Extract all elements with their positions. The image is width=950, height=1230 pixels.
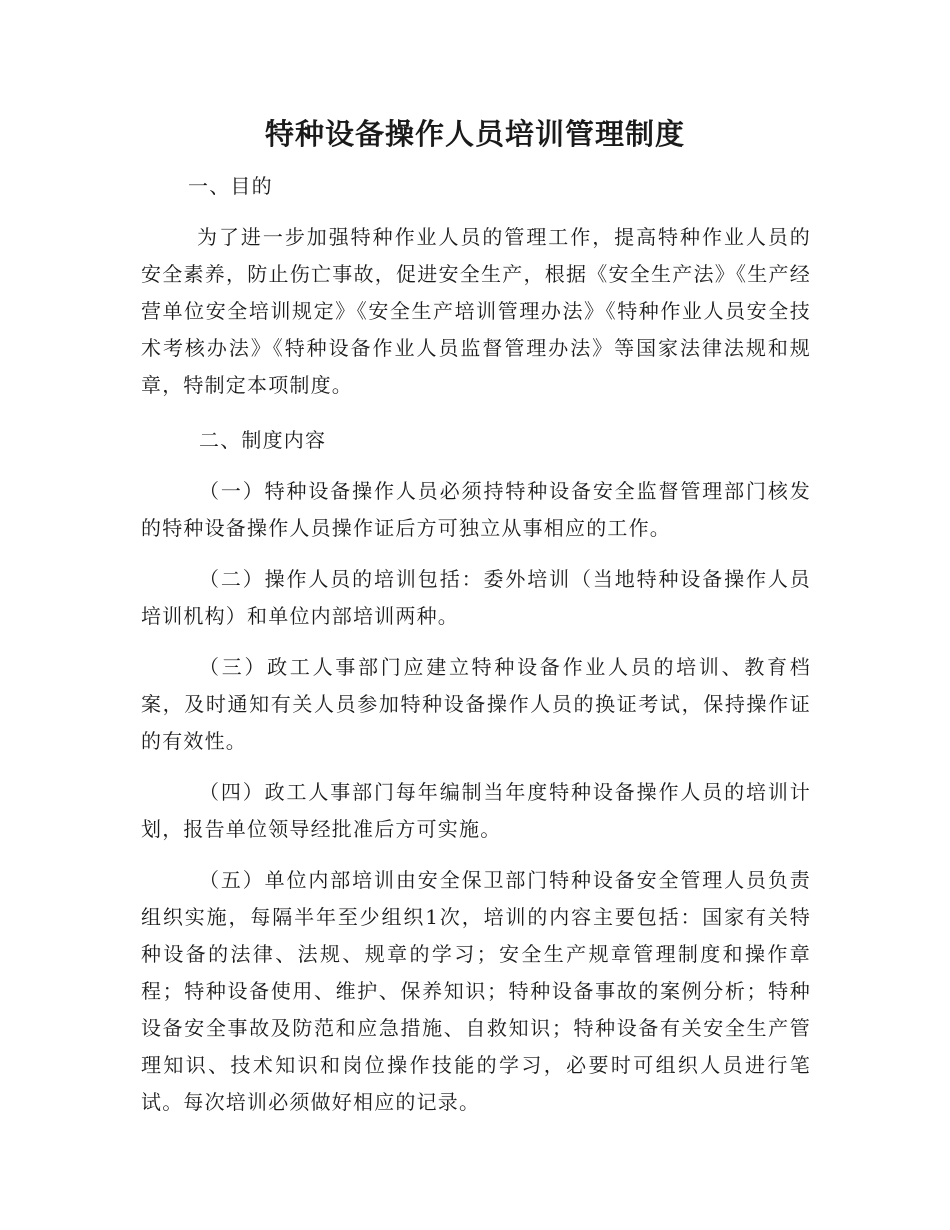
section-heading-purpose: 一、目的 bbox=[188, 174, 273, 198]
content-item-5: （五）单位内部培训由安全保卫部门特种设备安全管理人员负责组织实施，每隔半年至少组织1次，培训的内容主要包括：国家有关特种设备的法律、法规、规章的学习；安全生产规章管理制度和操作章程；特种设备使用、维护、保养知识；特种设备事故的案例分析；特种设备安全事故及防范和应急措施、自救知识；特种设备有关安全生产管理知识、技术知识和岗位操作技能的学习，必要时可组织人员进行笔试。每次培训必须做好相应的记录。 bbox=[141, 868, 811, 1114]
content-item-3: （三）政工人事部门应建立特种设备作业人员的培训、教育档案，及时通知有关人员参加特种设备操作人员的换证考试，保持操作证的有效性。 bbox=[141, 655, 811, 753]
content-item-1: （一）特种设备操作人员必须持特种设备安全监督管理部门核发的特种设备操作人员操作证后方可独立从事相应的工作。 bbox=[141, 479, 811, 540]
section-heading-content: 二、制度内容 bbox=[199, 428, 327, 452]
purpose-paragraph: 为了进一步加强特种作业人员的管理工作，提高特种作业人员的安全素养，防止伤亡事故，促进安全生产，根据《安全生产法》《生产经营单位安全培训规定》《安全生产培训管理办法》《特种作业人员安全技术考核办法》《特种设备作业人员监督管理办法》等国家法律法规和规章，特制定本项制度。 bbox=[141, 225, 811, 397]
content-item-4: （四）政工人事部门每年编制当年度特种设备操作人员的培训计划，报告单位领导经批准后方可实施。 bbox=[141, 780, 811, 841]
content-item-2: （二）操作人员的培训包括：委外培训（当地特种设备操作人员培训机构）和单位内部培训两种。 bbox=[141, 567, 811, 628]
document-title: 特种设备操作人员培训管理制度 bbox=[264, 117, 685, 151]
